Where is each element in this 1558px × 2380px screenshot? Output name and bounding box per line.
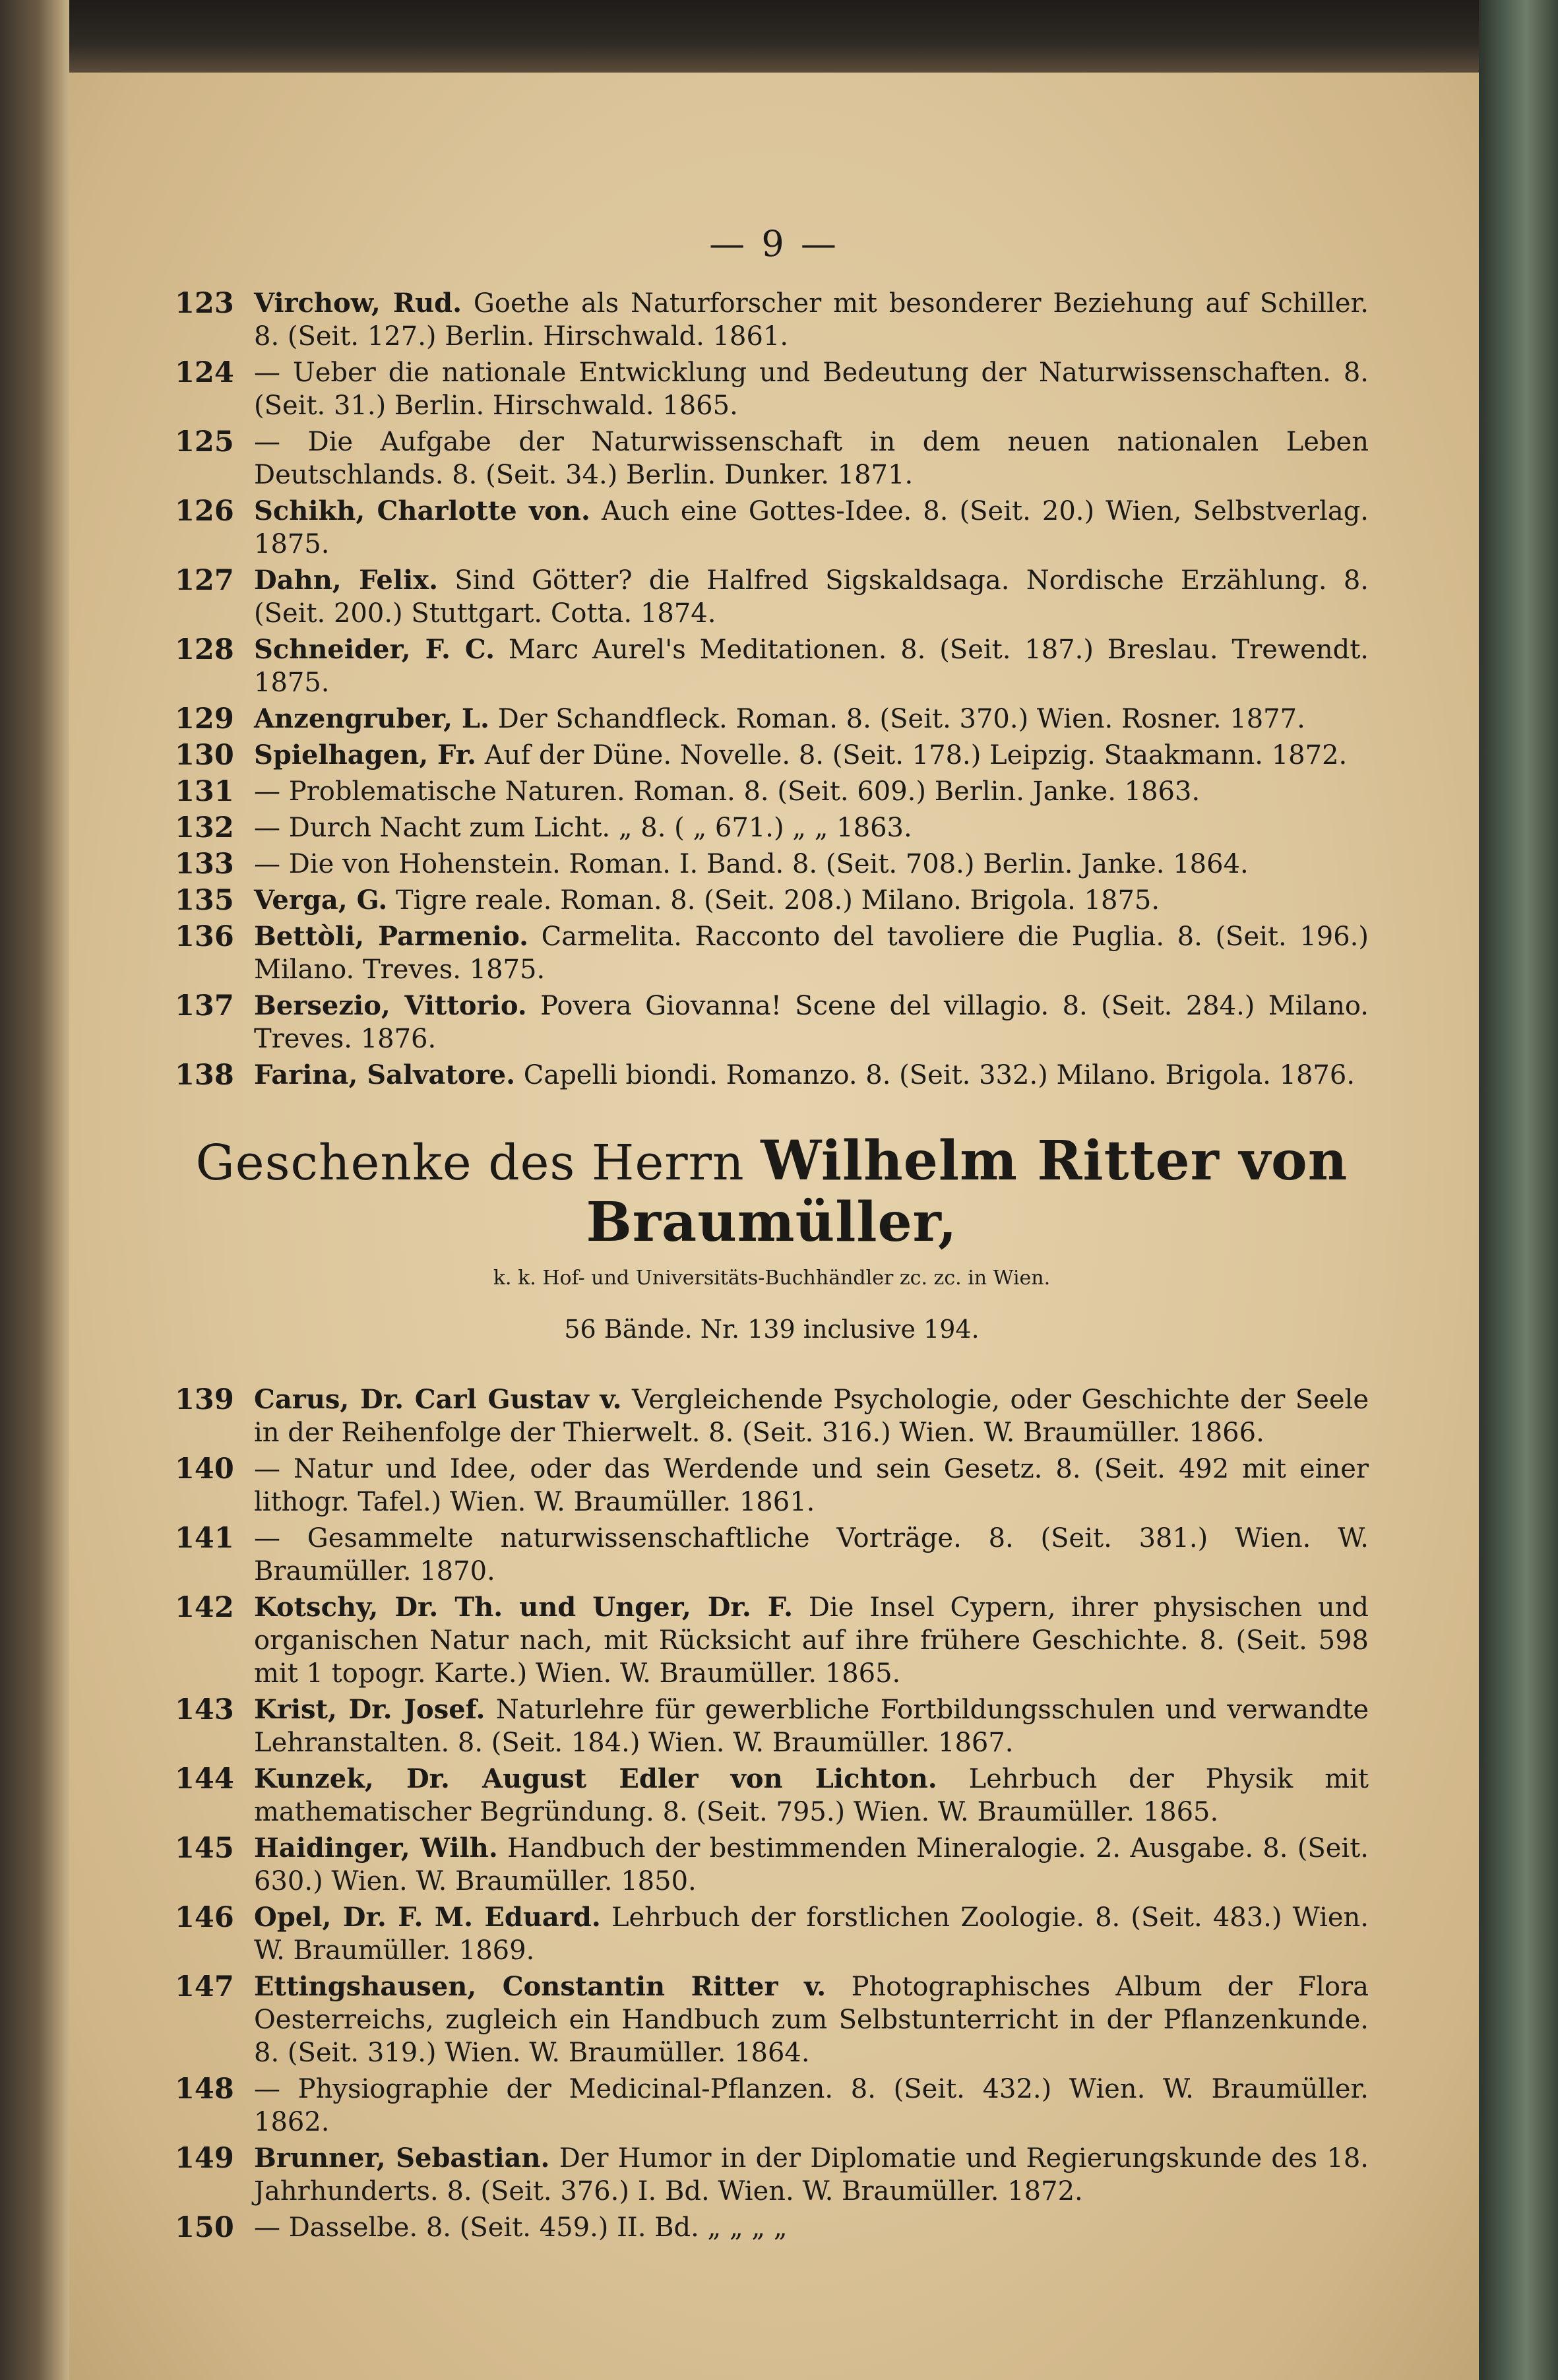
entry-author: Schikh, Charlotte von.: [254, 495, 590, 526]
entry-text: [254, 703, 1369, 736]
entry-number: 135: [175, 884, 234, 917]
catalog-entry: [175, 848, 1369, 881]
entry-number: 146: [175, 1901, 234, 1934]
entry-author: Spielhagen, Fr.: [254, 739, 477, 770]
entry-description: — Die Aufgabe der Naturwissenschaft in dem neuen nationalen Leben Deutschlands. 8. (Seit. 34.) Berlin. Dunker. 1871.: [254, 427, 1369, 490]
entry-description: Marc Aurel's Meditationen. 8. (Seit. 187.) Breslau. Trewendt. 1875.: [254, 635, 1369, 698]
entry-number: 148: [175, 2073, 234, 2106]
entry-text: [254, 1970, 1369, 2069]
catalog-entry: [175, 1901, 1369, 1967]
entry-author: Bersezio, Vittorio.: [254, 990, 527, 1021]
catalog-entry: [175, 1832, 1369, 1898]
entry-number: 130: [175, 739, 234, 772]
entry-number: 129: [175, 703, 234, 736]
catalog-entry: [175, 1522, 1369, 1588]
entry-text: [254, 425, 1369, 491]
entry-description: — Durch Nacht zum Licht. „ 8. ( „ 671.) „ „ 1863.: [254, 813, 912, 843]
catalog-entry: [175, 1970, 1369, 2069]
entry-text: [254, 564, 1369, 630]
entry-text: [254, 1763, 1369, 1829]
entry-text: [254, 1059, 1369, 1092]
entry-number: 138: [175, 1059, 234, 1092]
donor-section-header: [175, 1131, 1369, 1254]
entry-description: Photographisches Album der Flora Oesterreichs, zugleich ein Handbuch zum Selbstunterricht in der Pflanzenkunde. 8. (Seit. 319.) Wien. W. Braumüller. 1864.: [254, 1972, 1369, 2068]
entry-description: Auf der Düne. Novelle. 8. (Seit. 178.) Leipzig. Staakmann. 1872.: [484, 740, 1348, 770]
catalog-entry: [175, 920, 1369, 986]
entry-description: Vergleichende Psychologie, oder Geschichte der Seele in der Reihenfolge der Thierwelt. 8. (Seit. 316.) Wien. W. Braumüller. 1866.: [254, 1385, 1369, 1448]
donor-prefix: Geschenke des Herrn: [195, 1135, 745, 1191]
entry-number: 123: [175, 287, 234, 320]
book-spine: [0, 0, 69, 2380]
entry-description: Capelli biondi. Romanzo. 8. (Seit. 332.) Milano. Brigola. 1876.: [523, 1060, 1355, 1090]
catalog-entry: [175, 564, 1369, 630]
entry-author: Schneider, F. C.: [254, 634, 495, 665]
entry-text: [254, 2142, 1369, 2208]
entry-description: Lehrbuch der forstlichen Zoologie. 8. (Seit. 483.) Wien. W. Braumüller. 1869.: [254, 1902, 1369, 1966]
entry-author: Brunner, Sebastian.: [254, 2143, 550, 2174]
catalog-entry: [175, 1693, 1369, 1759]
entry-number: 143: [175, 1693, 234, 1726]
entry-text: [254, 633, 1369, 699]
entry-description: — Physiographie der Medicinal-Pflanzen. 8. (Seit. 432.) Wien. W. Braumüller. 1862.: [254, 2074, 1369, 2137]
entry-number: 145: [175, 1832, 234, 1865]
entry-number: 139: [175, 1383, 234, 1416]
entry-description: — Problematische Naturen. Roman. 8. (Seit. 609.) Berlin. Janke. 1863.: [254, 776, 1200, 807]
entry-author: Virchow, Rud.: [254, 288, 462, 319]
catalog-entries: [175, 287, 1369, 2247]
entry-text: [254, 920, 1369, 986]
catalog-entry: [175, 811, 1369, 844]
entry-number: 128: [175, 633, 234, 666]
entry-number: 132: [175, 811, 234, 844]
entry-description: Die Insel Cypern, ihrer physischen und organischen Natur nach, mit Rücksicht auf ihre frühere Geschichte. 8. (Seit. 598 mit 1 topogr. Karte.) Wien. W. Braumüller. 1865.: [254, 1592, 1369, 1689]
entry-author: Carus, Dr. Carl Gustav v.: [254, 1384, 622, 1415]
entry-text: [254, 989, 1369, 1055]
entry-number: 127: [175, 564, 234, 597]
entry-number: 150: [175, 2211, 234, 2244]
entry-text: [254, 2211, 1369, 2244]
entry-description: Sind Götter? die Halfred Sigskaldsaga. Nordische Erzählung. 8. (Seit. 200.) Stuttgart. Cotta. 1874.: [254, 565, 1369, 629]
entry-description: Carmelita. Racconto del tavoliere die Puglia. 8. (Seit. 196.) Milano. Treves. 1875.: [254, 922, 1369, 985]
entry-text: [254, 1383, 1369, 1449]
entry-number: 140: [175, 1453, 234, 1486]
entry-author: Ettingshausen, Constantin Ritter v.: [254, 1971, 826, 2002]
entry-text: [254, 884, 1369, 917]
entry-number: 126: [175, 495, 234, 528]
entry-author: Farina, Salvatore.: [254, 1059, 516, 1090]
book-cover-edge: [1479, 0, 1558, 2380]
entry-text: [254, 775, 1369, 808]
entry-author: Kunzek, Dr. August Edler von Lichton.: [254, 1763, 937, 1794]
entry-description: Lehrbuch der Physik mit mathematischer Begründung. 8. (Seit. 795.) Wien. W. Braumüller. 1865.: [254, 1764, 1369, 1827]
entry-number: 149: [175, 2142, 234, 2175]
catalog-entry: [175, 425, 1369, 491]
catalog-entry: [175, 1059, 1369, 1092]
catalog-entry: [175, 2073, 1369, 2139]
entry-description: Der Schandfleck. Roman. 8. (Seit. 370.) Wien. Rosner. 1877.: [497, 704, 1305, 734]
entry-author: Dahn, Felix.: [254, 565, 438, 596]
entry-number: 133: [175, 848, 234, 881]
book-top-edge: [0, 0, 1558, 73]
entry-number: 131: [175, 775, 234, 808]
entry-author: Kotschy, Dr. Th. und Unger, Dr. F.: [254, 1592, 794, 1623]
entry-description: Povera Giovanna! Scene del villagio. 8. (Seit. 284.) Milano. Treves. 1876.: [254, 991, 1369, 1054]
entry-list-top: [175, 287, 1369, 1092]
catalog-entry: [175, 884, 1369, 917]
entry-number: 147: [175, 1970, 234, 2003]
entry-description: — Ueber die nationale Entwicklung und Bedeutung der Naturwissenschaften. 8. (Seit. 31.) Berlin. Hirschwald. 1865.: [254, 358, 1369, 421]
page-number: — 9 —: [709, 223, 839, 265]
entry-description: Auch eine Gottes-Idee. 8. (Seit. 20.) Wien, Selbstverlag. 1875.: [254, 496, 1369, 559]
entry-description: — Gesammelte naturwissenschaftliche Vorträge. 8. (Seit. 381.) Wien. W. Braumüller. 1870.: [254, 1523, 1369, 1586]
entry-text: [254, 1591, 1369, 1690]
catalog-entry: [175, 356, 1369, 422]
catalog-entry: [175, 633, 1369, 699]
entry-description: — Natur und Idee, oder das Werdende und sein Gesetz. 8. (Seit. 492 mit einer lithogr. Tafel.) Wien. W. Braumüller. 1861.: [254, 1454, 1369, 1517]
entry-author: Haidinger, Wilh.: [254, 1832, 498, 1863]
entry-number: 137: [175, 989, 234, 1022]
entry-description: — Die von Hohenstein. Roman. I. Band. 8. (Seit. 708.) Berlin. Janke. 1864.: [254, 849, 1249, 879]
entry-number: 142: [175, 1591, 234, 1624]
entry-author: Anzengruber, L.: [254, 703, 489, 734]
donor-name: Wilhelm Ritter von Braumüller,: [586, 1129, 1348, 1254]
catalog-entry: [175, 1591, 1369, 1690]
entry-text: [254, 848, 1369, 881]
entry-description: Handbuch der bestimmenden Mineralogie. 2. Ausgabe. 8. (Seit. 630.) Wien. W. Braumüller. 1850.: [254, 1833, 1369, 1896]
entry-description: Goethe als Naturforscher mit besonderer Beziehung auf Schiller. 8. (Seit. 127.) Berlin. Hirschwald. 1861.: [254, 288, 1369, 352]
entry-description: Naturlehre für gewerbliche Fortbildungsschulen und verwandte Lehranstalten. 8. (Seit. 184.) Wien. W. Braumüller. 1867.: [254, 1695, 1369, 1758]
entry-text: [254, 1832, 1369, 1898]
entry-text: [254, 2073, 1369, 2139]
catalog-entry: [175, 2142, 1369, 2208]
entry-number: 124: [175, 356, 234, 389]
donor-volume-count: 56 Bände. Nr. 139 inclusive 194.: [564, 1315, 980, 1344]
catalog-entry: [175, 1453, 1369, 1519]
entry-text: [254, 495, 1369, 561]
entry-description: Tigre reale. Roman. 8. (Seit. 208.) Milano. Brigola. 1875.: [396, 885, 1160, 916]
book-page: [69, 73, 1479, 2380]
entry-author: Verga, G.: [254, 885, 388, 916]
entry-text: [254, 1693, 1369, 1759]
entry-author: Krist, Dr. Josef.: [254, 1694, 485, 1725]
entry-text: [254, 1901, 1369, 1967]
catalog-entry: [175, 703, 1369, 736]
catalog-entry: [175, 495, 1369, 561]
entry-text: [254, 811, 1369, 844]
catalog-entry: [175, 2211, 1369, 2244]
entry-description: — Dasselbe. 8. (Seit. 459.) II. Bd. „ „ „ „: [254, 2212, 788, 2243]
catalog-entry: [175, 1763, 1369, 1829]
entry-text: [254, 287, 1369, 353]
entry-number: 136: [175, 920, 234, 953]
entry-text: [254, 356, 1369, 422]
donor-subtitle: k. k. Hof- und Universitäts-Buchhändler zc. zc. in Wien.: [493, 1267, 1051, 1290]
catalog-entry: [175, 287, 1369, 353]
entry-number: 125: [175, 425, 234, 458]
catalog-entry: [175, 739, 1369, 772]
entry-text: [254, 739, 1369, 772]
entry-number: 141: [175, 1522, 234, 1555]
entry-number: 144: [175, 1763, 234, 1796]
entry-author: Opel, Dr. F. M. Eduard.: [254, 1902, 601, 1933]
entry-text: [254, 1522, 1369, 1588]
entry-author: Bettòli, Parmenio.: [254, 921, 528, 952]
entry-text: [254, 1453, 1369, 1519]
entry-list-bottom: [175, 1383, 1369, 2244]
entry-description: Der Humor in der Diplomatie und Regierungskunde des 18. Jahrhunderts. 8. (Seit. 376.) I. Bd. Wien. W. Braumüller. 1872.: [254, 2143, 1369, 2207]
catalog-entry: [175, 1383, 1369, 1449]
catalog-entry: [175, 775, 1369, 808]
catalog-entry: [175, 989, 1369, 1055]
